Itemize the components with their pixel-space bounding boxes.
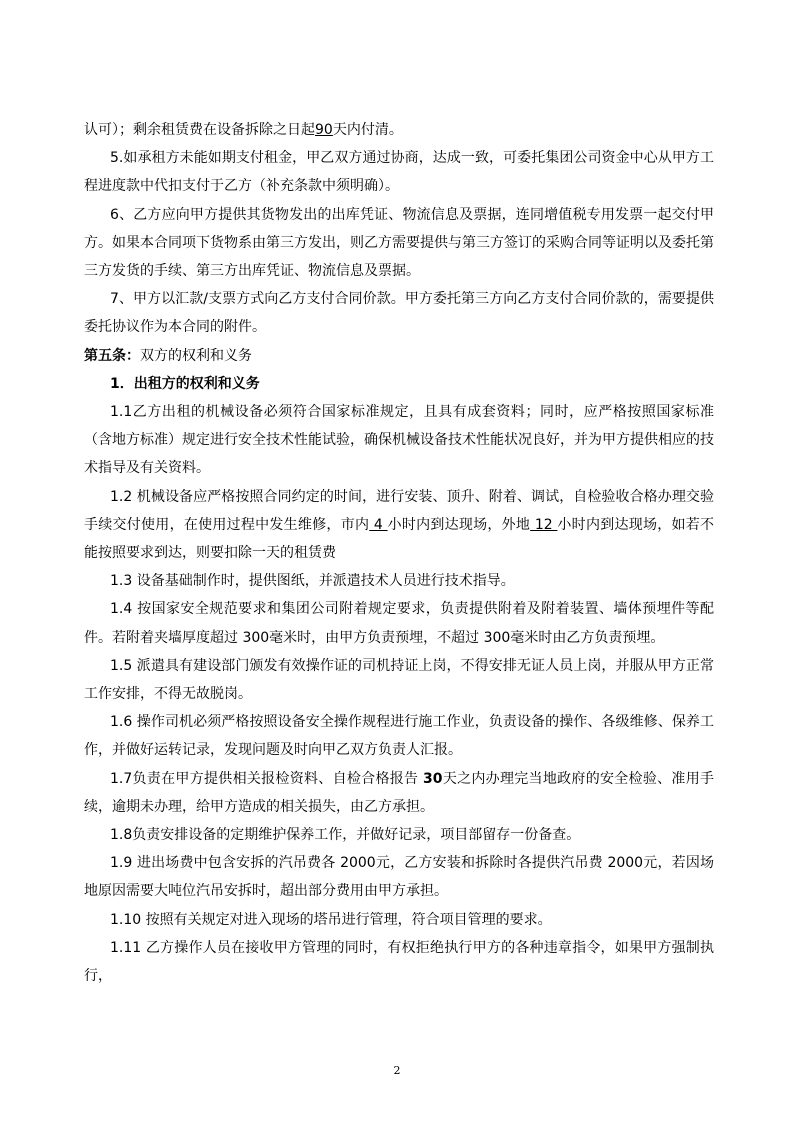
clause-1-2 — [84, 483, 714, 568]
text: 认可）；剩余租赁费在设备拆除之日起 — [84, 122, 315, 138]
article-5-heading — [84, 342, 714, 370]
clause-1-10: 1.10 按照有关规定对进入现场的塔吊进行管理，符合项目管理的要求。 — [110, 911, 552, 928]
paragraph-item-5: 5.如承租方未能如期支付租金，甲乙双方通过协商，达成一致，可委托集团公司资金中心从甲方工程进度款中代扣支付于乙方（补充条款中须明确）。 — [84, 150, 714, 195]
clause-1-3: 1.3 设备基础制作时，提供图纸，并派遣技术人员进行技术指导。 — [110, 573, 515, 590]
text: 小时内到达现场，如若不能按照要求到达，则要扣除一天的租赁费 — [84, 516, 715, 562]
text: 1.2 机械设备应严格按照合同约定的时间，进行安装、顶升、附着、调试，自检验收合格办理交验手续交付使用，在使用过程中发生维修，市内 — [84, 488, 714, 533]
clause-1-11: 1.11 乙方操作人员在接收甲方管理的同时，有权拒绝执行甲方的各种违章指令，如果甲方强制执行， — [84, 939, 714, 985]
bold-days: 30 — [423, 770, 443, 787]
clause-1-5: 1.5 派遣具有建设部门颁发有效操作证的司机持证上岗，不得安排无证人员上岗，并服从甲方正常工作安排，不得无故脱岗。 — [84, 657, 714, 703]
text: 1.7负责在甲方提供相关报检资料、自检合格报告 — [110, 770, 424, 787]
article-label: 第五条： — [84, 347, 140, 364]
text: 天内付清。 — [332, 122, 403, 138]
section-heading-lessor: 1．出租方的权利和义务 — [110, 375, 260, 392]
clause-1-8: 1.8负责安排设备的定期维护保养工作，并做好记录，项目部留存一份备查。 — [110, 827, 581, 844]
underlined-hours-remote: 12 — [530, 516, 558, 533]
page-number: 2 — [393, 1064, 401, 1077]
article-title: 双方的权利和义务 — [140, 347, 252, 364]
clause-1-6: 1.6 操作司机必须严格按照设备安全操作规程进行施工作业，负责设备的操作、各级维修、保养工作，并做好运转记录，发现问题及时向甲乙双方负责人汇报。 — [84, 714, 714, 759]
paragraph-item-7: 7、甲方以汇款/支票方式向乙方支付合同价款。甲方委托第三方向乙方支付合同价款的，需要提供委托协议作为本合同的附件。 — [84, 291, 714, 336]
underlined-hours-city: 4 — [369, 516, 388, 533]
text: 小时内到达现场，外地 — [387, 516, 531, 533]
text: 天之内办理完当地政府的安全检验、准用手续，逾期未办理，给甲方造成的相关损失，由乙方承担。 — [84, 770, 714, 815]
clause-1-1: 1.1乙方出租的机械设备必须符合国家标准规定，且具有成套资料；同时，应严格按照国家标准（含地方标准）规定进行安全技术性能试验，确保机械设备技术性能状况良好，并为甲方提供相应的技术指导及有关资料。 — [84, 404, 714, 477]
paragraph-payment-balance — [84, 116, 714, 144]
paragraph-item-6: 6、乙方应向甲方提供其货物发出的出库凭证、物流信息及票据，连同增值税专用发票一起交付甲方。如果本合同项下货物系由第三方发出，则乙方需要提供与第三方签订的采购合同等证明以及委托第三方发货的手续、第三方出库凭证、物流信息及票据。 — [84, 206, 714, 280]
document-body — [84, 116, 714, 990]
clause-1-4: 1.4 按国家安全规范要求和集团公司附着规定要求，负责提供附着及附着装置、墙体预埋件等配件。若附着夹墙厚度超过 300毫米时，由甲方负责预埋，不超过 300毫米时由乙方负责预埋。 — [84, 601, 714, 646]
underlined-days: 90 — [315, 122, 333, 138]
clause-1-7 — [84, 765, 714, 821]
clause-1-9: 1.9 进出场费中包含安拆的汽吊费各 2000元，乙方安装和拆除时各提供汽吊费 2000元，若因场地原因需要大吨位汽吊安拆时，超出部分费用由甲方承担。 — [84, 855, 714, 900]
